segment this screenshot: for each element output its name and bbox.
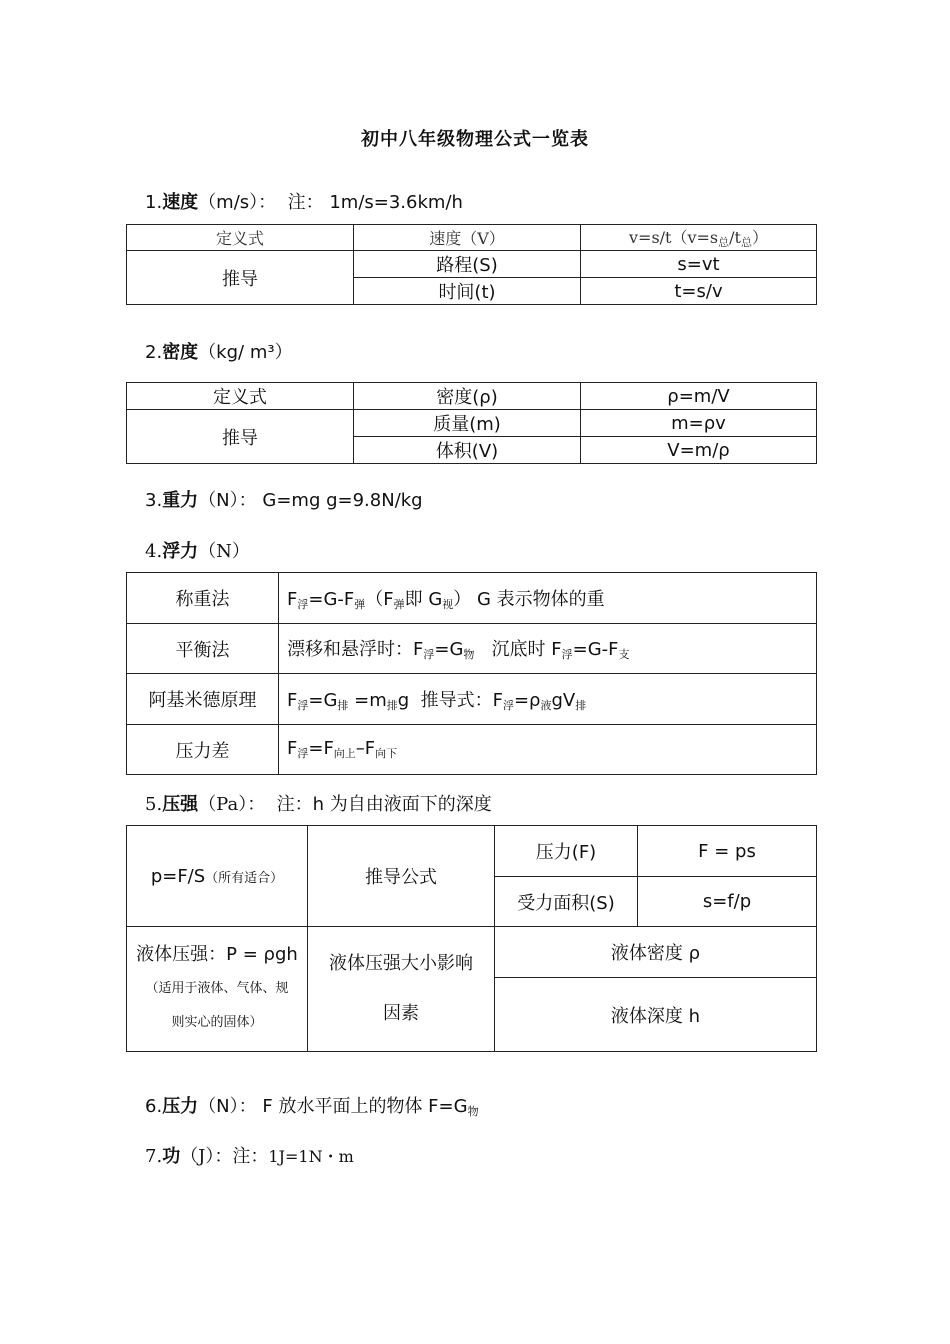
- section-name: 压力: [162, 1096, 199, 1117]
- section-7-heading: [145, 1142, 354, 1168]
- method-formula: 漂移和悬浮时：$F_浮=G_物$ 沉底时 $F_浮=G-F_支$: [279, 624, 817, 674]
- method-formula: $F_浮=G-F_弹(F_弹$即 $G_视$） G 表示物体的重: [279, 573, 817, 624]
- section-name: 速度: [162, 192, 199, 213]
- section-number: 6.: [145, 1096, 163, 1117]
- method-label: 平衡法: [127, 624, 279, 674]
- row-formula: s=f/p: [638, 877, 817, 927]
- factor-label: 液体压强大小影响 因素: [308, 927, 495, 1052]
- section-name: 浮力: [162, 541, 199, 562]
- density-table: [126, 382, 817, 464]
- row-formula: V=m/ρ: [581, 437, 817, 464]
- speed-table: [126, 224, 817, 305]
- section-name: 压强: [162, 794, 199, 815]
- section-2-heading: [145, 338, 293, 364]
- section-note: 注：h 为自由液面下的深度: [265, 794, 492, 815]
- method-label: 压力差: [127, 725, 279, 775]
- def-formula: ρ=m/V: [581, 383, 817, 410]
- def-label: 定义式: [127, 225, 354, 251]
- def-qty: 速度（V）: [354, 225, 581, 251]
- section-note: 注：: [232, 1146, 269, 1167]
- def-formula: $v=s/t(v=s_总/t_总)$: [581, 225, 817, 251]
- section-name: 密度: [162, 342, 199, 363]
- liquid-pressure-note: （适用于液体、气体、规: [145, 981, 289, 996]
- section-note: 注： 1m/s=3.6km/h: [287, 192, 463, 213]
- section-number: 7.: [145, 1146, 163, 1167]
- row-qty: 压力(F): [495, 826, 638, 877]
- section-name: 重力: [162, 490, 199, 511]
- section-number: 1.: [145, 192, 163, 213]
- derive-label: 推导: [127, 410, 354, 464]
- section-name: 功: [162, 1146, 181, 1167]
- section-unit: （Pa）：: [198, 794, 266, 815]
- liquid-pressure-note: 则实心的固体）: [171, 1015, 263, 1030]
- pressure-formula: p=F/S（所有适合）: [127, 826, 308, 927]
- section-number: 4.: [145, 541, 163, 562]
- section-unit: （N）：: [198, 1096, 257, 1117]
- row-qty: 路程(S): [354, 251, 581, 278]
- section-note: 1J=1N・m: [268, 1147, 354, 1166]
- section-unit: （N）：: [198, 490, 257, 511]
- row-formula: t=s/v: [581, 278, 817, 305]
- row-qty: 质量(m): [354, 410, 581, 437]
- section-unit: （J）：: [180, 1146, 233, 1167]
- liquid-pressure-cell: [127, 927, 308, 1052]
- method-formula: $F_浮=G_排 =m_排g$ 推导式：$F_浮=\rho_液gV_排$: [279, 674, 817, 725]
- section-unit: （N）: [198, 541, 250, 562]
- section-unit: （kg/ m³）: [198, 342, 293, 363]
- row-formula: F = ps: [638, 826, 817, 877]
- buoyancy-table: [126, 572, 817, 775]
- section-number: 5.: [145, 794, 163, 815]
- row-qty: 时间(t): [354, 278, 581, 305]
- section-unit: （m/s）：: [198, 192, 277, 213]
- method-formula: $F_浮=F_{向上}-F_{向下}$: [279, 725, 817, 775]
- pressure-table: [126, 825, 817, 1052]
- row-qty: 受力面积(S): [495, 877, 638, 927]
- section-3-heading: [145, 486, 423, 512]
- derive-label: 推导公式: [308, 826, 495, 927]
- derive-label: 推导: [127, 251, 354, 305]
- section-formula: F 放水平面上的物体 F=G: [256, 1096, 468, 1117]
- section-number: 3.: [145, 490, 163, 511]
- section-4-heading: [145, 537, 250, 563]
- method-label: 称重法: [127, 573, 279, 624]
- section-formula: G=mg g=9.8N/kg: [256, 490, 423, 511]
- factor-depth: 液体深度 h: [495, 978, 817, 1052]
- liquid-pressure-formula: 液体压强：P = ρgh: [136, 944, 298, 965]
- section-5-heading: [145, 790, 492, 816]
- section-1-heading: [145, 188, 463, 214]
- row-qty: 体积(V): [354, 437, 581, 464]
- factor-density: 液体密度 ρ: [495, 927, 817, 978]
- row-formula: s=vt: [581, 251, 817, 278]
- section-6-heading: 6.压力（N）： F 放水平面上的物体 $F=G_物$: [145, 1096, 479, 1118]
- def-qty: 密度(ρ): [354, 383, 581, 410]
- page-title: 初中八年级物理公式一览表: [361, 129, 589, 150]
- section-number: 2.: [145, 342, 163, 363]
- def-label: 定义式: [127, 383, 354, 410]
- row-formula: m=ρv: [581, 410, 817, 437]
- method-label: 阿基米德原理: [127, 674, 279, 725]
